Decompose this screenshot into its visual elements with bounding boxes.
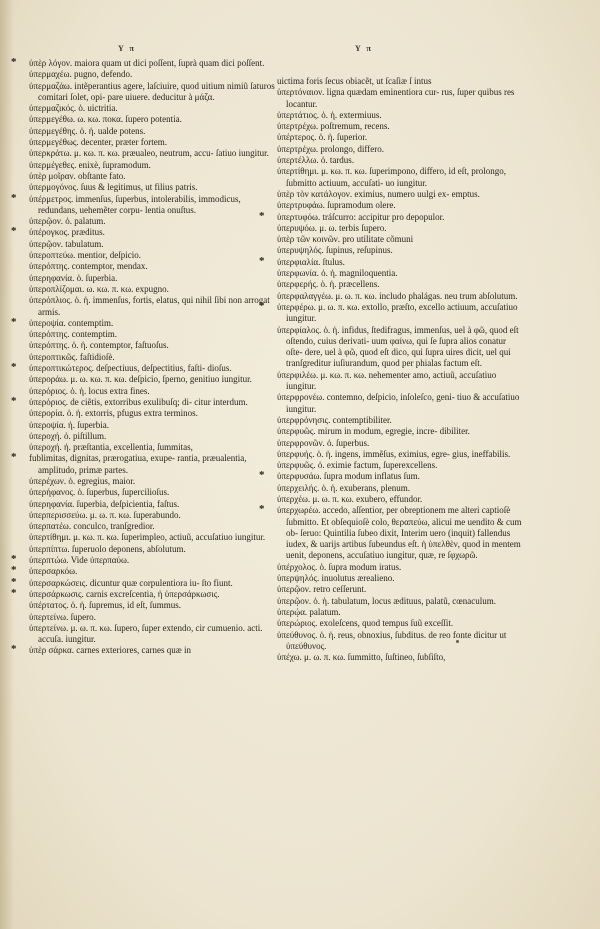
dictionary-entry: ὑπερφυῶς. mirum in modum, egregie, incre- dibiliter. [277, 426, 470, 437]
dictionary-entry: ὑπεροράω. μ. ω. κω. π. κω. deſpicio, ſperno, genitiuo iungitur. [29, 374, 252, 385]
dictionary-entry: ὑπερτρυφάω. ſupramodum olere. [277, 200, 396, 211]
dictionary-entry: ὑπεροψία. ἡ. ſuperbia. [29, 419, 109, 430]
dictionary-entry: ὑπεύθυνος. ὁ. ἡ. reus, obnoxius, ſubditus. de reo fonte dicitur ut ὑπεύθυνος. [277, 629, 507, 651]
dictionary-entry: ὑπέρχολος. ὁ. ſupra modum iratus. [277, 561, 402, 572]
dictionary-entry: ὑπερκράτω. μ. κω. π. κω. præualeo, neutrum, accu- ſatiuo iungitur. [29, 148, 269, 159]
dictionary-entry: ὑπερπατέω. conculco, tranſgredior. [29, 521, 155, 532]
dictionary-entry: ὑπέχω. μ. ω. π. κω. ſummitto, ſuſtineo, ſubſiſto, [277, 652, 446, 663]
dictionary-entry: ὑπερμεγέθως. decenter, præter fortem. [29, 137, 168, 148]
dictionary-entry: ὑπερόπλιος. ὁ. ἡ. immenſus, fortis, elatus, qui nihil ſibi non arrogat armis. [29, 295, 270, 317]
dictionary-entry: ὑπὲρ τῶν κοινῶν. pro utilitate cõmuni [277, 234, 414, 245]
dictionary-entry: ὑπερφυῶς. ὁ. eximie factum, ſuperexcellens. [277, 460, 438, 471]
dictionary-entry: ὑπέρτερος. ὁ. ἡ. ſuperior. [277, 132, 368, 143]
dictionary-entry: * ὑπερτυφόω. tráſcurro: accipitur pro depopulor. [272, 212, 524, 223]
dictionary-entry: ὑπερτάτιος. ὁ. ἡ. extermiuus. [277, 109, 382, 120]
dictionary-entry: ὑπερχειλής. ὁ. ἡ. exuberans, plenum. [277, 482, 410, 493]
dictionary-entry: ὑπερυψόω. μ. ω. terbis ſupero. [277, 222, 387, 233]
dictionary-entry: * ὑπερσαρκόω. [24, 566, 276, 577]
dictionary-entry: ὑπερμαζικός. ὁ. uictritia. [29, 103, 118, 114]
dictionary-entry: ὑπὲρ τὸν κατάλογον. eximius, numero uulgi ex- emptus. [277, 188, 480, 199]
dictionary-entry: ὑπερόριος. ὁ. ἡ. locus extra fines. [29, 385, 150, 396]
dictionary-entry: ὑπερτείνω. ſupero. [29, 611, 96, 622]
dictionary-entry: * ὑπέρογκος. præditus. [24, 227, 276, 238]
dictionary-entry: ὑπερτρέχω. prolongo, differo. [277, 143, 384, 154]
dictionary-entry: * ὑπερφέρω. μ. ω. π. κω. extollo, præſto, excello actiuum, accuſatiuo iungitur. [272, 302, 524, 325]
dictionary-entry: * ὑπερπτώω. Vide ὑπερπαύω. [24, 555, 276, 566]
dictionary-entry: ὑπερμαζάω. intẽperantius agere, laſciuire, quod uitium nimiũ ſaturos comitari ſolet, opi- pare uiuere. deducitur à μάζα. [29, 80, 275, 102]
dictionary-entry: * ὑπερχωρέω. accedo, aſſentior, per obreptionem me alteri captioſè ſubmitto. Et obſequioſè colo, θεραπεύω, alicui me uendito & cum ob- ſeruo: Quintilia ſubeo dixit, Interim uero (inquit) fallendus iudex, & uarijs artibus ſubeundus eſt. ἡ ὑπελθὲν, quod in mentem uenit, deponens, accuſatiuo iungitur, quæ, re ſφχωρῶ. [272, 505, 524, 561]
dictionary-entry: ὑπερέχων. ὁ. egregius, maior. [29, 475, 136, 486]
dictionary-entry: ὑπερτρέχω. poſtremum, recens. [277, 121, 390, 132]
dictionary-entry: * ὑπεροψία. contemptim. [24, 318, 276, 329]
dictionary-entry: ὑπερφαλαγγέω. μ. ω. π. κω. includo phalágas. neu trum abſolutum. [277, 290, 518, 301]
dictionary-entry: * ὑπερφιαλία. ſtulus. [272, 257, 524, 268]
dictionary-entry: ὑπεροχή. ἡ. præſtantia, excellentia, ſummitas, [29, 442, 193, 453]
dictionary-entry: ὑπὲρ μοῖραν. obſtante fato. [29, 170, 126, 181]
dictionary-entry: ὑπερόπτης. contemptor, mendax. [29, 261, 148, 272]
dictionary-entry: ὑπερηφανία. ſuperbia, deſpicientia, faſtus. [29, 498, 180, 509]
dictionary-entry: ὑπερῷον. tabulatum. [29, 238, 104, 249]
dictionary-entry: ὑπερορία. ὁ. ἡ. extorris, pfugus extra terminos. [29, 408, 198, 419]
dictionary-entry: ὑπεροπτικῶς. faſtidioſè. [29, 351, 115, 362]
dictionary-entry: ὑπερῷον. ὁ. palatum. [29, 216, 106, 227]
dictionary-entry: ὑπερτίθημι. μ. κω. π. κω. ſuperimpono, differo, id eſt, prolongo, ſubmitto actiuum, accuſati- uo iungitur. [277, 166, 507, 188]
dictionary-entry: ὑπερφιλέω. μ. κω. π. κω. nehementer amo, actiuũ, accuſatiuo iungitur. [277, 369, 497, 392]
dictionary-entry: ὑπερόπτης. ὁ. ἡ. contemptor, faſtuoſus. [29, 340, 169, 351]
dictionary-entry: ὑπερφρονέω. contemno, deſpicio, inſoleſco, geni- tiuo & accuſatiuo iungitur. [277, 392, 520, 414]
dictionary-entry: ὑπερπερισσεύω. μ. ω. π. κω. ſuperabundo. [29, 509, 181, 520]
right-column [272, 76, 524, 663]
dictionary-entry: ὑπερόπτης. contemptim. [29, 329, 117, 340]
dictionary-entry: * ὑπέρμετρος. immenſus, ſuperbus, intolerabilis, immodicus, redundans, uehemẽter corpu- lentia onuſtus. [24, 194, 276, 217]
dictionary-entry: ὑπεροπλίζομαι. ω. κω. π. κω. expugno. [29, 283, 169, 294]
dictionary-entry: ὑπερμαχέω. pugno, defendo. [29, 69, 133, 80]
dictionary-entry: ὑπερφρονῶν. ὁ. ſuperbus. [277, 437, 370, 448]
dictionary-entry: * ὑπεροπτικώτερος. deſpectiuus, deſpectitius, faſti- dioſus. [24, 363, 276, 374]
dictionary-entry: ὑπερτόναιον. ligna quædam eminentiora cur- rus, ſuper quibus res locantur. [277, 87, 515, 109]
dictionary-entry: ὑπερῷον. ὁ. ἡ. tabulatum, locus ædituus, palatũ, cœnaculum. [277, 595, 496, 606]
ink-dot [456, 640, 459, 643]
dictionary-entry: ὑπερμεγέθω. ω. κω. ποκα. ſupero potentia. [29, 114, 182, 125]
dictionary-entry: ὑπερφερής. ὁ. ἡ. præcellens. [277, 279, 380, 290]
dictionary-entry: * ὑπὲρ λόγον. maiora quam ut dici poſſent, ſuprà quam dici poſſent. [24, 58, 276, 69]
dictionary-entry: * ὑπερφυσάω. ſupra modum inflatus ſum. [272, 471, 524, 482]
dictionary-entry: ὑπερτέλλω. ὁ. tardus. [277, 155, 355, 166]
dictionary-entry: * fublimitas, dignitas, prærogatiua, exupe- rantia, præualentia, amplitudo, primæ partes. [24, 453, 276, 476]
dictionary-entry: ὑπεροχή. ὁ. piſtillum. [29, 430, 107, 441]
dictionary-entry: * ὑπερσαρκώσεις. dicuntur quæ corpulentiora iu- ſto fiunt. [24, 578, 276, 589]
running-head-left: Y π [118, 44, 136, 53]
dictionary-entry: ὑπερώριος. exoleſcens, quod tempus ſuũ exceſſit. [277, 618, 454, 629]
dictionary-entry: ὑπερμέγεθες. enixè, ſupramodum. [29, 159, 151, 170]
dictionary-entry: ὑπερφρόνησις. contemptibiliter. [277, 414, 392, 425]
dictionary-entry: ὑπερηφανία. ὁ. ſuperbia. [29, 272, 118, 283]
dictionary-entry: ὑπερήφανος. ὁ. ſuperbus, ſupercilioſus. [29, 487, 170, 498]
dictionary-entry: * ὑπερόριος. de ciẽtis, extorribus exulibuſq; di- citur interdum. [24, 397, 276, 408]
dictionary-entry: ὑπερφωνία. ὁ. ἡ. magniloquentia. [277, 268, 398, 279]
dictionary-entry: uictima foris ſecus obiacẽt, ut ſcaſiæ ſ intus [277, 76, 432, 86]
dictionary-entry: ὑπερῴα. palatum. [277, 606, 341, 617]
dictionary-entry: ὑπερφυής. ὁ. ἡ. ingens, immẽſus, eximius, egre- gius, ineffabilis. [277, 448, 511, 459]
dictionary-entry: ὑπερφίαλος. ὁ. ἡ. infidus, ſtedifragus, immenſus, uel à φῶ, quod eſt oſtendo, cuius derivati- uum φαίνω, qui ſe ſupra alios conatur oſte- dere, uel à φῶ, quod eſt dico, qui ſupra uires dicit, uel qui tranſgreditur iuſiurandum, quod per phialas factum eſt. [277, 324, 519, 369]
dictionary-entry: ὑπερμεγέθης. ὁ. ἡ. ualde potens. [29, 125, 146, 136]
dictionary-entry: ὑπερυψηλός. ſupinus, reſupinus. [277, 245, 393, 256]
dictionary-entry: ὑπέρτατος. ὁ. ἡ. ſupremus, id eſt, ſummus. [29, 600, 181, 611]
dictionary-entry: ὑπερτίθημι. μ. κω. π. κω. ſuperimpleo, actiuũ, accuſatiuo iungitur. [29, 532, 266, 543]
dictionary-entry: * ὑπὲρ σάρκα. carnes exteriores, carnes quæ in [24, 645, 276, 656]
dictionary-entry: ὑπερπίπτω. ſuperuolo deponens, abſolutum. [29, 543, 186, 554]
dictionary-entry: ὑπερψηλός. inuolutus ærealieno. [277, 573, 395, 584]
dictionary-entry: ὑπεροπτεύω. mentior, deſpicio. [29, 250, 141, 261]
dictionary-entry: ὑπερχέω. μ. ω. π. κω. exubero, effundor. [277, 493, 423, 504]
page-spine-shadow [0, 0, 14, 929]
dictionary-entry: ὑπερῷον. retro ceſſerunt. [277, 584, 367, 595]
left-column [24, 58, 276, 657]
running-head-right: Y π [355, 44, 373, 53]
dictionary-entry: ὑπερμογόνος. ſuus & legitimus, ut filius patris. [29, 182, 198, 193]
dictionary-entry: ὑπερτείνω. μ. ω. π. κω. ſupero, ſuper extendo, cir cumuenio. acti. accuſa. iungitur. [29, 622, 263, 645]
dictionary-entry: * ὑπερσάρκωσις. carnis excreſcentia, ἡ ὑπερσάρκωσις. [24, 589, 276, 600]
